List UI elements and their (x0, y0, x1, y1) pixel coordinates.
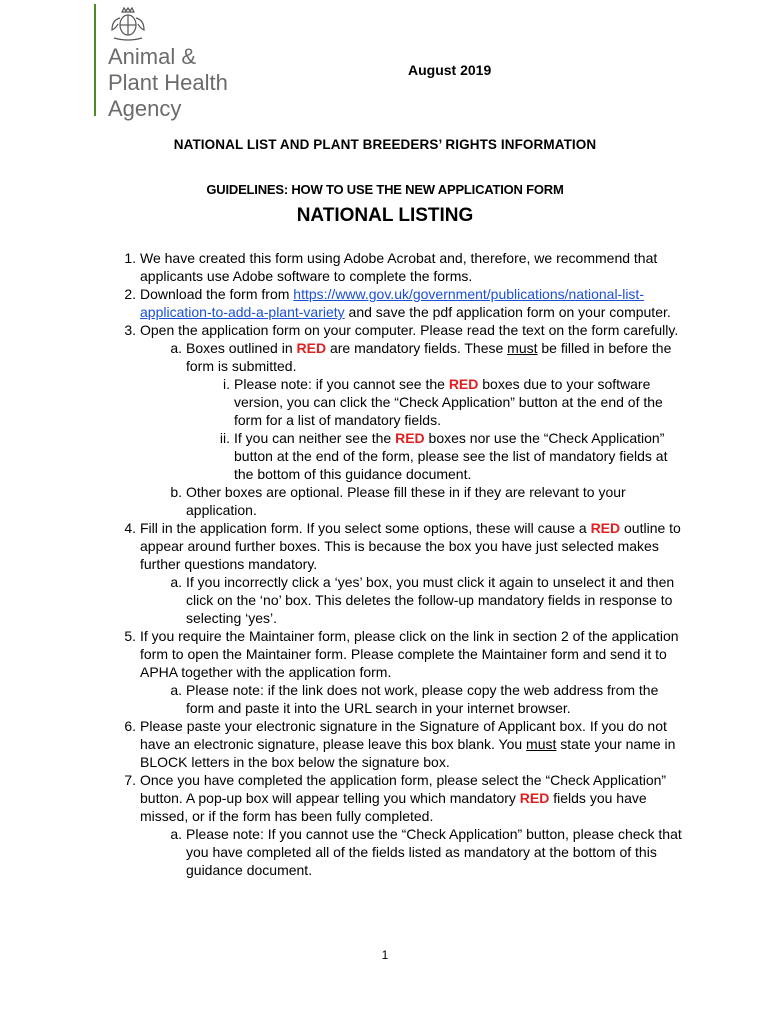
logo-divider (94, 4, 96, 116)
must-keyword: must (526, 736, 557, 752)
form-download-link[interactable]: https://www.gov.uk/government/publications/national-list-application-to-add-a-plant-variety (140, 286, 644, 320)
item-number: a. (170, 574, 182, 590)
sub-list-item (110, 483, 690, 519)
item-number: a. (170, 682, 182, 698)
must-keyword: must (507, 340, 538, 356)
item-text: Please note: if the link does not work, please copy the web address from the form and paste it into the URL search in your internet browser. (186, 682, 659, 716)
item-number: 1. (124, 250, 136, 266)
page-number: 1 (381, 948, 389, 962)
item-text: If you incorrectly click a ‘yes’ box, you must click it again to unselect it and then click on the ‘no’ box. This deletes the follow-up mandatory fields in response to selecting ‘yes’. (186, 574, 675, 626)
sub-list-item (110, 339, 690, 375)
red-keyword: RED (519, 790, 550, 806)
document-heading: NATIONAL LIST AND PLANT BREEDERS’ RIGHTS INFORMATION (173, 137, 597, 152)
section-title: NATIONAL LISTING (296, 205, 474, 226)
list-item (110, 771, 690, 825)
item-number: 5. (124, 628, 136, 644)
red-keyword: RED (448, 376, 479, 392)
item-text: Please note: If you cannot use the “Check Application” button, please check that you have completed all of the fields listed as mandatory at the bottom of this guidance document. (186, 826, 682, 878)
sub-sub-list-item (110, 429, 690, 483)
item-text: fields you have missed, or if the form has been fully completed. (140, 790, 647, 824)
document-date: August 2019 (408, 62, 492, 78)
item-number: 3. (124, 322, 136, 338)
item-number: i. (223, 376, 230, 392)
logo-line: Plant Health (108, 70, 228, 95)
item-number: 6. (124, 718, 136, 734)
sub-list-item (110, 573, 690, 627)
item-number: 2. (124, 286, 136, 302)
list-item (110, 519, 690, 573)
item-text: Fill in the application form. If you select some options, these will cause a (140, 520, 591, 536)
sub-sub-list-item (110, 375, 690, 429)
sub-list-item (110, 681, 690, 717)
item-text: Boxes outlined in (186, 340, 297, 356)
apha-logo (94, 4, 264, 122)
item-text: Other boxes are optional. Please fill these in if they are relevant to your application. (186, 484, 626, 518)
item-number: 4. (124, 520, 136, 536)
list-item (110, 627, 690, 681)
list-item (110, 321, 690, 339)
item-text: Open the application form on your computer. Please read the text on the form carefully. (140, 322, 679, 338)
item-text: and save the pdf application form on your computer. (344, 304, 671, 320)
red-keyword: RED (296, 340, 327, 356)
item-text: If you require the Maintainer form, please click on the link in section 2 of the application form to open the Maintainer form. Please complete the Maintainer form and send it to APHA together with the application form. (140, 628, 679, 680)
list-item (110, 717, 690, 771)
royal-crest-icon (108, 6, 148, 42)
red-keyword: RED (395, 430, 425, 446)
logo-text (108, 44, 228, 122)
item-text: state your name in BLOCK letters in the box below the signature box. (140, 736, 676, 770)
item-text: If you can neither see the (234, 430, 396, 446)
item-text: We have created this form using Adobe Acrobat and, therefore, we recommend that applicants use Adobe software to complete the forms. (140, 250, 658, 284)
list-item (110, 285, 690, 321)
item-text: boxes nor use the “Check Application” button at the end of the form, please see the list of mandatory fields at the bottom of this guidance document. (234, 430, 668, 482)
logo-line: Agency (108, 96, 182, 121)
item-text: Once you have completed the application form, please select the “Check Application” button. A pop-up box will appear telling you which mandatory (140, 772, 667, 806)
list-item (110, 249, 690, 285)
item-number: 7. (124, 772, 136, 788)
sub-list-item (110, 825, 690, 879)
guidelines-heading: GUIDELINES: HOW TO USE THE NEW APPLICATION FORM (206, 182, 564, 197)
item-text: Download the form from (140, 286, 294, 302)
item-text: Please paste your electronic signature in the Signature of Applicant box. If you do not have an electronic signature, please leave this box blank. You (140, 718, 667, 752)
item-number: a. (170, 826, 182, 842)
item-text: boxes due to your software version, you can click the “Check Application” button at the end of the form for a list of mandatory fields. (234, 376, 663, 428)
item-text: Please note: if you cannot see the (234, 376, 449, 392)
logo-line: Animal & (108, 44, 197, 69)
item-text: be filled in before the form is submitted. (186, 340, 672, 374)
red-keyword: RED (590, 520, 621, 536)
instructions-list (110, 249, 690, 879)
item-number: a. (170, 340, 182, 356)
item-text: outline to appear around further boxes. This is because the box you have just selected makes further questions mandatory. (140, 520, 681, 572)
item-number: b. (170, 484, 182, 500)
item-number: ii. (219, 430, 230, 446)
item-text: are mandatory fields. These (326, 340, 508, 356)
